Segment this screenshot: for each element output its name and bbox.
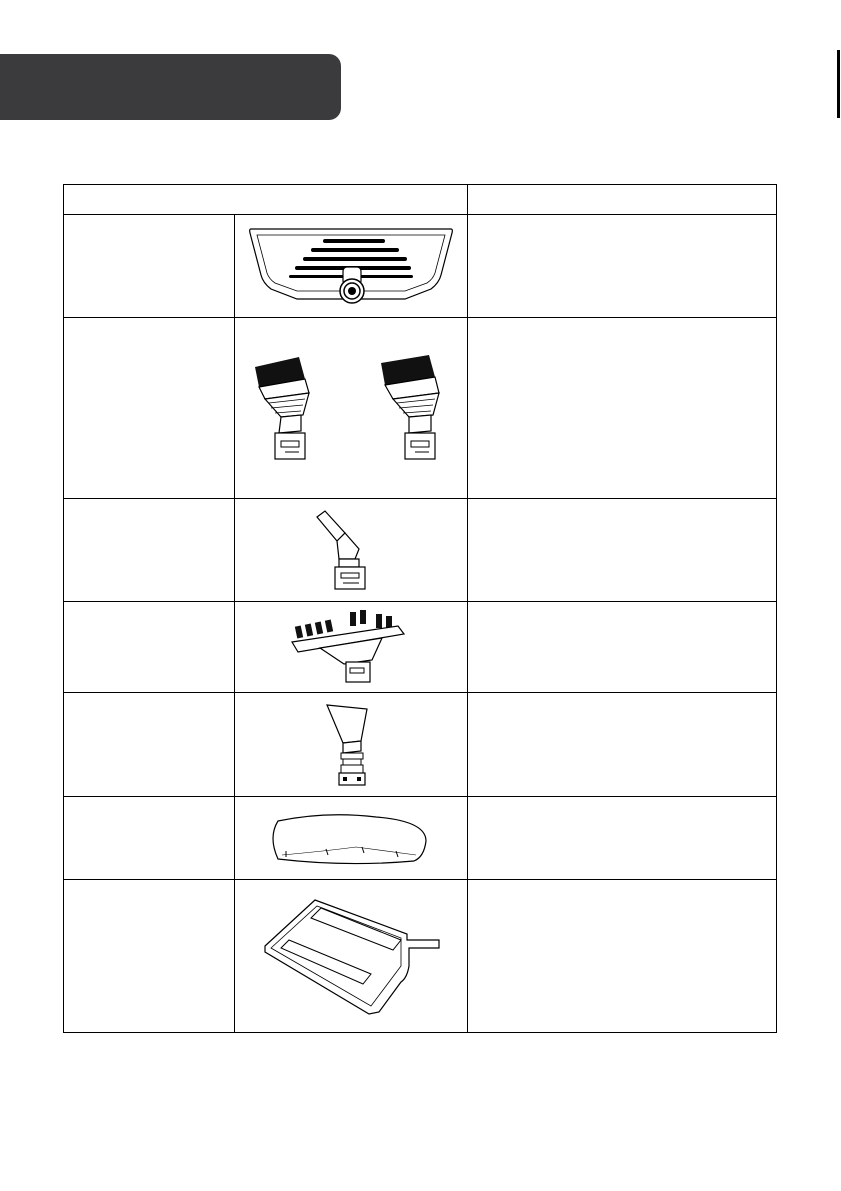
wide-brush-icon <box>286 608 416 686</box>
round-brushes-icon <box>245 353 457 463</box>
header-accessory <box>64 185 468 215</box>
accessory-name <box>64 693 235 797</box>
table-row <box>64 215 777 318</box>
accessory-description <box>468 797 777 880</box>
accessory-name <box>64 602 235 693</box>
table-row <box>64 797 777 880</box>
table-row <box>64 318 777 499</box>
accessory-name <box>64 318 235 499</box>
mop-head-icon <box>245 223 457 309</box>
accessory-name <box>64 499 235 602</box>
scraper-nozzle-icon <box>321 701 381 789</box>
table-row <box>64 499 777 602</box>
accessory-description <box>468 880 777 1033</box>
section-header-tab <box>0 54 341 120</box>
angled-nozzle-icon <box>311 509 391 591</box>
accessory-description <box>468 693 777 797</box>
cloth-cover-icon <box>266 807 436 869</box>
accessory-description <box>468 602 777 693</box>
accessory-name <box>64 797 235 880</box>
accessory-name <box>64 880 235 1033</box>
page-edge-marker <box>837 50 840 118</box>
carpet-glider-icon <box>261 896 441 1016</box>
header-use <box>468 185 777 215</box>
accessory-name <box>64 215 235 318</box>
accessory-description <box>468 499 777 602</box>
accessory-description <box>468 318 777 499</box>
accessories-table <box>63 184 777 1033</box>
accessory-description <box>468 215 777 318</box>
table-row <box>64 693 777 797</box>
table-row <box>64 880 777 1033</box>
table-row <box>64 602 777 693</box>
table-header-row <box>64 185 777 215</box>
